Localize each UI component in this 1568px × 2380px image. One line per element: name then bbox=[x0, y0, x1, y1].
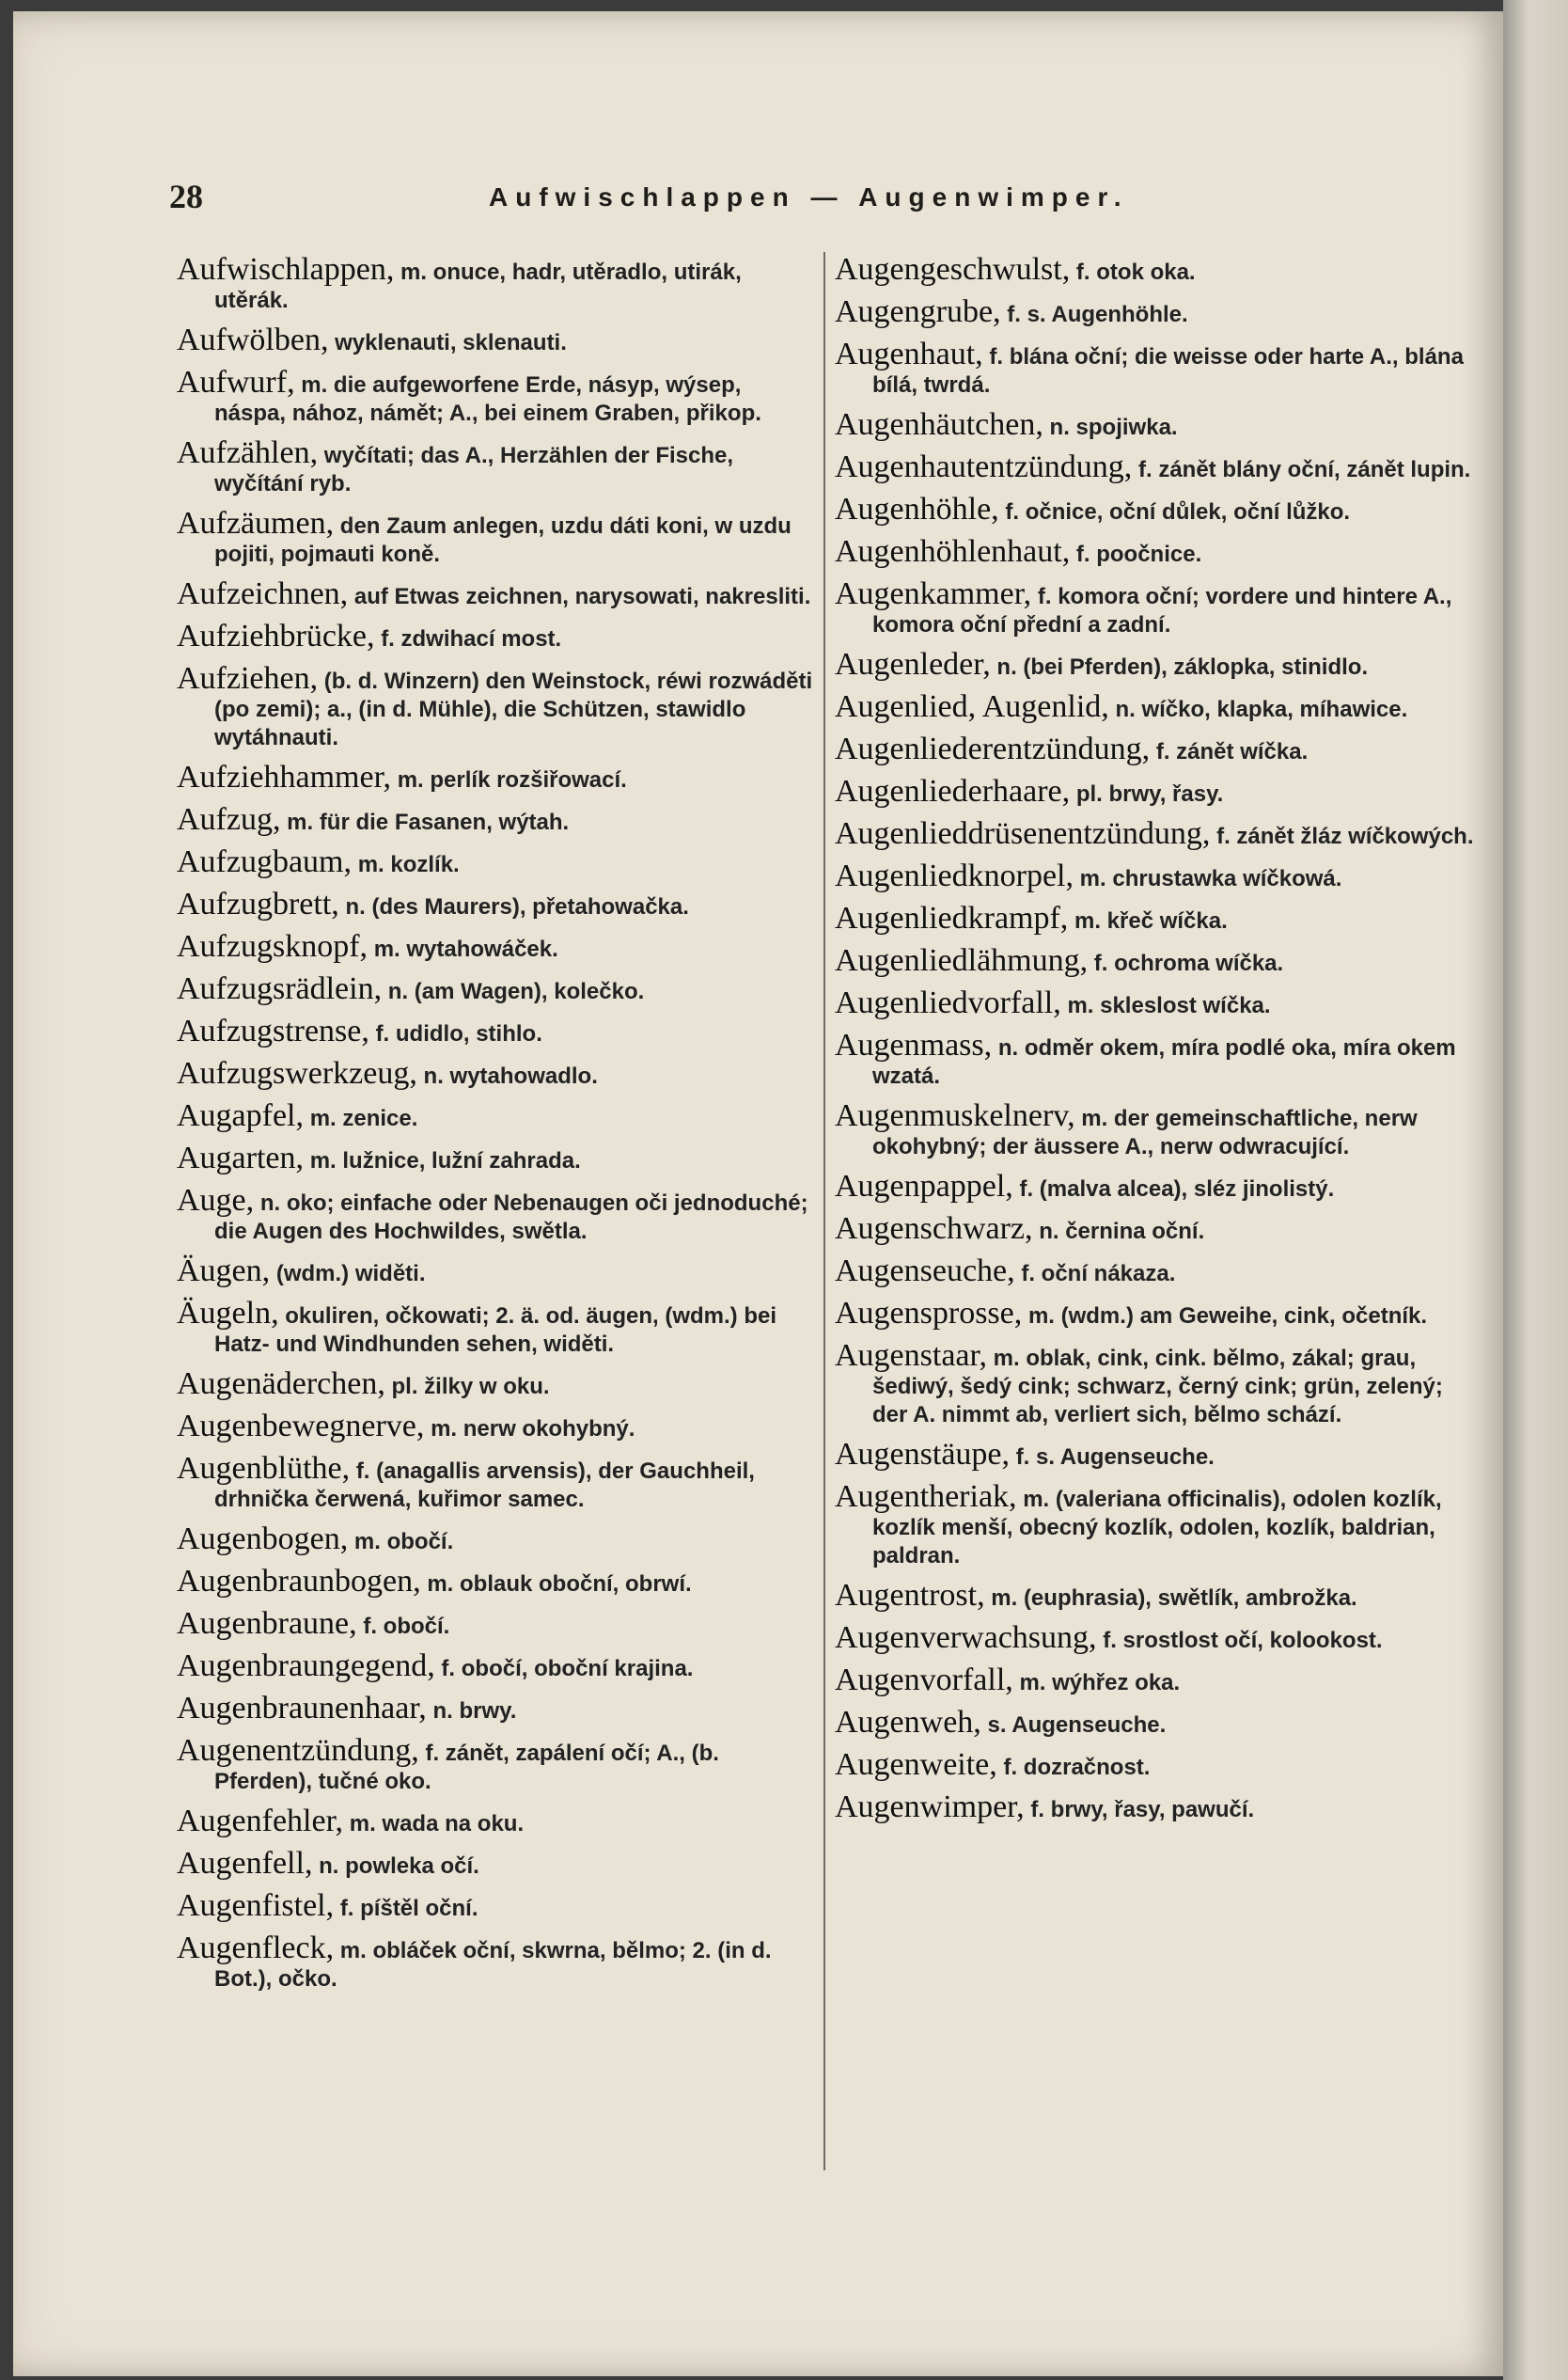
entry-headword: Augenseuche, bbox=[835, 1253, 1015, 1288]
entry-headword: Augenwimper, bbox=[835, 1789, 1025, 1824]
entry-definition: den Zaum anlegen, uzdu dáti koni, w uzdu pojiti, pojmauti koně. bbox=[214, 513, 792, 567]
entry-definition: m. nerw okohybný. bbox=[431, 1416, 635, 1442]
entry-headword: Augenfell, bbox=[177, 1846, 313, 1881]
dictionary-entry bbox=[177, 1183, 816, 1246]
dictionary-entry bbox=[177, 802, 816, 837]
entry-definition: n. odměr okem, míra podlé oka, míra okem wzatá. bbox=[872, 1035, 1456, 1089]
entry-definition: f. oční nákaza. bbox=[1021, 1261, 1176, 1286]
dictionary-entry bbox=[177, 661, 816, 752]
entry-headword: Aufziehhammer, bbox=[177, 760, 392, 795]
entry-headword: Augenliedvorfall, bbox=[835, 985, 1061, 1020]
column-divider bbox=[823, 252, 825, 2170]
dictionary-entry bbox=[177, 1098, 816, 1133]
entry-definition: f. očnice, oční důlek, oční lůžko. bbox=[1005, 499, 1351, 525]
dictionary-entry bbox=[177, 844, 816, 879]
dictionary-entry bbox=[177, 1409, 816, 1443]
entry-definition: n. wíčko, klapka, míhawice. bbox=[1115, 697, 1408, 722]
dictionary-entry bbox=[177, 887, 816, 922]
entry-headword: Augenstäupe, bbox=[835, 1437, 1011, 1472]
entry-definition: f. zánět blány oční, zánět lupin. bbox=[1137, 457, 1471, 482]
dictionary-entry bbox=[177, 323, 816, 357]
entry-definition: m. obočí. bbox=[353, 1529, 454, 1554]
entry-definition: m. perlík rozšiřowací. bbox=[397, 767, 627, 793]
dictionary-entry bbox=[835, 492, 1474, 527]
dictionary-entry bbox=[835, 1338, 1474, 1429]
dictionary-entry bbox=[177, 1804, 816, 1838]
entry-headword: Augenbraune, bbox=[177, 1606, 357, 1641]
dictionary-entry bbox=[177, 1253, 816, 1288]
dictionary-entry bbox=[835, 407, 1474, 442]
dictionary-entry bbox=[835, 901, 1474, 936]
entry-definition: m. lužnice, lužní zahrada. bbox=[309, 1148, 581, 1174]
dictionary-entry bbox=[835, 1028, 1474, 1091]
entry-definition: f. (anagallis arvensis), der Gauchheil, drhnička čerwená, kuřimor samec. bbox=[214, 1458, 755, 1512]
entry-definition: n. (des Maurers), přetahowačka. bbox=[345, 894, 689, 920]
dictionary-entry bbox=[177, 506, 816, 569]
dictionary-entry bbox=[835, 1578, 1474, 1613]
entry-headword: Augenblüthe, bbox=[177, 1451, 351, 1486]
dictionary-entry bbox=[177, 435, 816, 498]
entry-definition: pl. žilky w oku. bbox=[391, 1374, 550, 1399]
entry-headword: Augenliedlähmung, bbox=[835, 943, 1089, 978]
entry-definition: m. křeč wíčka. bbox=[1074, 908, 1228, 934]
entry-definition: m. zenice. bbox=[309, 1106, 418, 1131]
dictionary-entry bbox=[835, 1437, 1474, 1472]
entry-headword: Äugen, bbox=[177, 1253, 271, 1288]
entry-headword: Augarten, bbox=[177, 1141, 305, 1175]
dictionary-entry bbox=[177, 1888, 816, 1923]
dictionary-entry bbox=[177, 971, 816, 1006]
entry-definition: f. (malva alcea), sléz jinolistý. bbox=[1019, 1176, 1335, 1202]
entry-definition: auf Etwas zeichnen, narysowati, nakresliti. bbox=[353, 584, 811, 609]
entry-definition: f. zánět žláz wíčkowých. bbox=[1216, 824, 1474, 849]
entry-headword: Augenfistel, bbox=[177, 1888, 335, 1923]
entry-definition: f. zdwihací most. bbox=[381, 626, 562, 652]
dictionary-entry bbox=[835, 816, 1474, 851]
entry-headword: Augenschwarz, bbox=[835, 1211, 1033, 1246]
dictionary-entry bbox=[835, 449, 1474, 484]
dictionary-entry bbox=[835, 1296, 1474, 1331]
entry-headword: Augengrube, bbox=[835, 294, 1001, 329]
entry-definition: m. (valeriana officinalis), odolen kozlík, kozlík menší, obecný kozlík, odolen, kozlík, baldrian, paldran. bbox=[872, 1487, 1442, 1568]
dictionary-entry bbox=[177, 1691, 816, 1726]
entry-headword: Augenliederentzündung, bbox=[835, 732, 1151, 766]
entry-definition: m. chrustawka wíčkowá. bbox=[1079, 866, 1342, 891]
entry-headword: Aufzugbaum, bbox=[177, 844, 353, 879]
entry-definition: m. der gemeinschaftliche, nerw okohybný; der äussere A., nerw odwracující. bbox=[872, 1106, 1418, 1159]
dictionary-entry bbox=[177, 365, 816, 428]
entry-headword: Augenlied, Augenlid, bbox=[835, 689, 1109, 724]
dictionary-entry bbox=[835, 252, 1474, 287]
entry-definition: m. wytahowáček. bbox=[373, 937, 558, 962]
entry-definition: n. (bei Pferden), záklopka, stinidlo. bbox=[996, 654, 1369, 680]
entry-definition: f. dozračnost. bbox=[1003, 1755, 1151, 1780]
entry-definition: f. ochroma wíčka. bbox=[1093, 951, 1284, 976]
entry-headword: Augengeschwulst, bbox=[835, 252, 1071, 287]
dictionary-entry bbox=[177, 1606, 816, 1641]
entry-headword: Augenäderchen, bbox=[177, 1366, 385, 1401]
entry-definition: f. poočnice. bbox=[1075, 542, 1202, 567]
entry-headword: Aufzugsrädlein, bbox=[177, 971, 383, 1006]
entry-definition: n. černina oční. bbox=[1039, 1219, 1205, 1244]
entry-definition: f. obočí, oboční krajina. bbox=[441, 1656, 694, 1681]
dictionary-entry bbox=[835, 985, 1474, 1020]
dictionary-entry bbox=[835, 1211, 1474, 1246]
page-number: 28 bbox=[169, 178, 203, 215]
entry-definition: f. brwy, řasy, pawučí. bbox=[1030, 1797, 1255, 1822]
entry-definition: wyklenauti, sklenauti. bbox=[335, 330, 567, 355]
entry-definition: n. (am Wagen), kolečko. bbox=[387, 979, 645, 1004]
entry-headword: Augenliedknorpel, bbox=[835, 859, 1074, 893]
entry-definition: (b. d. Winzern) den Weinstock, réwi rozwáděti (po zemi); a., (in d. Mühle), die Schützen, stawidlo wytáhnauti. bbox=[214, 669, 813, 750]
entry-headword: Augenvorfall, bbox=[835, 1663, 1013, 1697]
dictionary-entry bbox=[835, 1620, 1474, 1655]
entry-definition: wyčítati; das A., Herzählen der Fische, wyčítání ryb. bbox=[214, 443, 734, 496]
dictionary-entry bbox=[177, 576, 816, 611]
entry-headword: Augenbogen, bbox=[177, 1521, 349, 1556]
entry-headword: Augenbewegnerve, bbox=[177, 1409, 425, 1443]
entry-definition: pl. brwy, řasy. bbox=[1075, 781, 1224, 807]
entry-headword: Aufwischlappen, bbox=[177, 252, 395, 287]
entry-definition: s. Augenseuche. bbox=[987, 1712, 1167, 1738]
entry-definition: f. udidlo, stihlo. bbox=[375, 1021, 542, 1047]
dictionary-entry bbox=[835, 294, 1474, 329]
right-column bbox=[835, 252, 1474, 1836]
entry-headword: Augenbraunenhaar, bbox=[177, 1691, 427, 1726]
entry-definition: m. obláček oční, skwrna, bělmo; 2. (in d. Bot.), očko. bbox=[214, 1938, 772, 1992]
entry-definition: m. für die Fasanen, wýtah. bbox=[287, 810, 570, 835]
entry-headword: Aufzeichnen, bbox=[177, 576, 349, 611]
entry-headword: Augenbraunbogen, bbox=[177, 1564, 421, 1599]
entry-headword: Augenhaut, bbox=[835, 337, 983, 371]
dictionary-entry bbox=[835, 732, 1474, 766]
entry-headword: Augenweite, bbox=[835, 1747, 997, 1782]
entry-definition: f. s. Augenseuche. bbox=[1015, 1444, 1215, 1470]
entry-headword: Aufzugsknopf, bbox=[177, 929, 368, 964]
entry-headword: Augensprosse, bbox=[835, 1296, 1023, 1331]
entry-definition: f. zánět wíčka. bbox=[1155, 739, 1309, 764]
entry-definition: n. oko; einfache oder Nebenaugen oči jednoduché; die Augen des Hochwildes, swětla. bbox=[214, 1190, 808, 1244]
entry-headword: Augenkammer, bbox=[835, 576, 1032, 611]
entry-headword: Auge, bbox=[177, 1183, 255, 1218]
dictionary-entry bbox=[835, 943, 1474, 978]
entry-headword: Augenentzündung, bbox=[177, 1733, 419, 1768]
entry-headword: Augenbraungegend, bbox=[177, 1648, 435, 1683]
entry-definition: n. spojiwka. bbox=[1049, 415, 1178, 440]
entry-definition: n. powleka očí. bbox=[319, 1853, 479, 1879]
dictionary-entry bbox=[177, 929, 816, 964]
entry-headword: Augapfel, bbox=[177, 1098, 305, 1133]
entry-headword: Aufzugbrett, bbox=[177, 887, 339, 922]
dictionary-entry bbox=[177, 1141, 816, 1175]
entry-definition: f. komora oční; vordere und hintere A., komora oční přední a zadní. bbox=[872, 584, 1452, 638]
entry-headword: Augenhöhlenhaut, bbox=[835, 534, 1071, 569]
entry-definition: m. (wdm.) am Geweihe, cink, očetník. bbox=[1027, 1303, 1428, 1329]
dictionary-entry bbox=[177, 1014, 816, 1048]
entry-definition: f. zánět, zapálení očí; A., (b. Pferden), tučné oko. bbox=[214, 1741, 719, 1794]
entry-headword: Augenhautentzündung, bbox=[835, 449, 1133, 484]
dictionary-entry bbox=[835, 337, 1474, 400]
entry-definition: m. (euphrasia), swětlík, ambrožka. bbox=[991, 1585, 1357, 1611]
dictionary-entry bbox=[177, 1564, 816, 1599]
next-page-edge bbox=[1503, 0, 1568, 2380]
left-column bbox=[177, 252, 816, 2005]
dictionary-entry bbox=[835, 1663, 1474, 1697]
dictionary-entry bbox=[835, 1169, 1474, 1204]
entry-definition: f. blána oční; die weisse oder harte A., blána bílá, twrdá. bbox=[872, 344, 1464, 398]
entry-headword: Augenlieddrüsenentzündung, bbox=[835, 816, 1211, 851]
page-header bbox=[160, 177, 1203, 226]
entry-headword: Augentrost, bbox=[835, 1578, 985, 1613]
entry-definition: m. onuce, hadr, utěradlo, utirák, utěrák. bbox=[214, 260, 742, 313]
entry-headword: Augenleder, bbox=[835, 647, 991, 682]
entry-headword: Aufzug, bbox=[177, 802, 281, 837]
dictionary-entry bbox=[177, 619, 816, 654]
entry-headword: Augenmass, bbox=[835, 1028, 993, 1063]
entry-headword: Augenliedkrampf, bbox=[835, 901, 1069, 936]
dictionary-entry bbox=[835, 576, 1474, 639]
dictionary-entry bbox=[835, 859, 1474, 893]
dictionary-entry bbox=[177, 1296, 816, 1359]
entry-definition: f. otok oka. bbox=[1075, 260, 1196, 285]
entry-headword: Augenfehler, bbox=[177, 1804, 344, 1838]
entry-headword: Augenhöhle, bbox=[835, 492, 999, 527]
dictionary-entry bbox=[177, 1846, 816, 1881]
entry-headword: Äugeln, bbox=[177, 1296, 279, 1331]
dictionary-entry bbox=[177, 1521, 816, 1556]
entry-definition: m. oblauk oboční, obrwí. bbox=[427, 1571, 692, 1597]
entry-headword: Aufziehen, bbox=[177, 661, 319, 696]
entry-headword: Augenfleck, bbox=[177, 1931, 335, 1965]
entry-definition: m. wada na oku. bbox=[349, 1811, 525, 1836]
dictionary-entry bbox=[177, 1733, 816, 1796]
entry-definition: f. obočí. bbox=[363, 1614, 450, 1639]
entry-definition: okuliren, očkowati; 2. ä. od. äugen, (wdm.) bei Hatz- und Windhunden sehen, widěti. bbox=[214, 1303, 777, 1357]
entry-headword: Aufzählen, bbox=[177, 435, 319, 470]
entry-definition: m. kozlík. bbox=[357, 852, 460, 877]
dictionary-entry bbox=[177, 1931, 816, 1994]
entry-definition: m. wýhřez oka. bbox=[1019, 1670, 1181, 1695]
entry-headword: Augenmuskelnerv, bbox=[835, 1098, 1075, 1133]
dictionary-entry bbox=[835, 534, 1474, 569]
entry-headword: Aufzugswerkzeug, bbox=[177, 1056, 417, 1091]
dictionary-entry bbox=[835, 1479, 1474, 1570]
dictionary-entry bbox=[177, 1648, 816, 1683]
entry-definition: m. skleslost wíčka. bbox=[1067, 993, 1271, 1018]
dictionary-entry bbox=[835, 647, 1474, 682]
entry-headword: Augenverwachsung, bbox=[835, 1620, 1097, 1655]
entry-headword: Augentheriak, bbox=[835, 1479, 1017, 1514]
entry-headword: Aufzugstrense, bbox=[177, 1014, 369, 1048]
dictionary-entry bbox=[835, 689, 1474, 724]
running-title: Aufwischlappen — Augenwimper. bbox=[489, 182, 1129, 212]
entry-headword: Augenhäutchen, bbox=[835, 407, 1043, 442]
entry-definition: f. s. Augenhöhle. bbox=[1007, 302, 1188, 327]
dictionary-entry bbox=[177, 760, 816, 795]
entry-headword: Augenstaar, bbox=[835, 1338, 987, 1373]
entry-definition: m. oblak, cink, cink. bělmo, zákal; grau, šediwý, šedý cink; schwarz, černý cink; grün, zelený; der A. nimmt ab, verliert sich, bělmo schází. bbox=[872, 1346, 1443, 1427]
dictionary-entry bbox=[177, 252, 816, 315]
entry-definition: m. die aufgeworfene Erde, násyp, wýsep, náspa, nához, námět; A., bei einem Graben, přikop. bbox=[214, 372, 761, 426]
entry-headword: Augenliederhaare, bbox=[835, 774, 1071, 809]
entry-headword: Augenweh, bbox=[835, 1705, 981, 1740]
dictionary-entry bbox=[835, 774, 1474, 809]
dictionary-entry bbox=[835, 1253, 1474, 1288]
entry-headword: Aufziehbrücke, bbox=[177, 619, 375, 654]
entry-definition: n. wytahowadlo. bbox=[423, 1064, 598, 1089]
entry-definition: f. píštěl oční. bbox=[339, 1896, 478, 1921]
dictionary-entry bbox=[835, 1098, 1474, 1161]
entry-definition: (wdm.) widěti. bbox=[275, 1261, 426, 1286]
dictionary-entry bbox=[835, 1705, 1474, 1740]
entry-headword: Aufwölben, bbox=[177, 323, 329, 357]
entry-headword: Aufwurf, bbox=[177, 365, 295, 400]
entry-headword: Augenpappel, bbox=[835, 1169, 1013, 1204]
dictionary-entry bbox=[177, 1451, 816, 1514]
dictionary-entry bbox=[177, 1366, 816, 1401]
entry-headword: Aufzäumen, bbox=[177, 506, 335, 541]
dictionary-entry bbox=[835, 1789, 1474, 1824]
entry-definition: f. srostlost očí, kolookost. bbox=[1103, 1628, 1383, 1653]
entry-definition: n. brwy. bbox=[432, 1698, 517, 1724]
dictionary-entry bbox=[177, 1056, 816, 1091]
dictionary-entry bbox=[835, 1747, 1474, 1782]
